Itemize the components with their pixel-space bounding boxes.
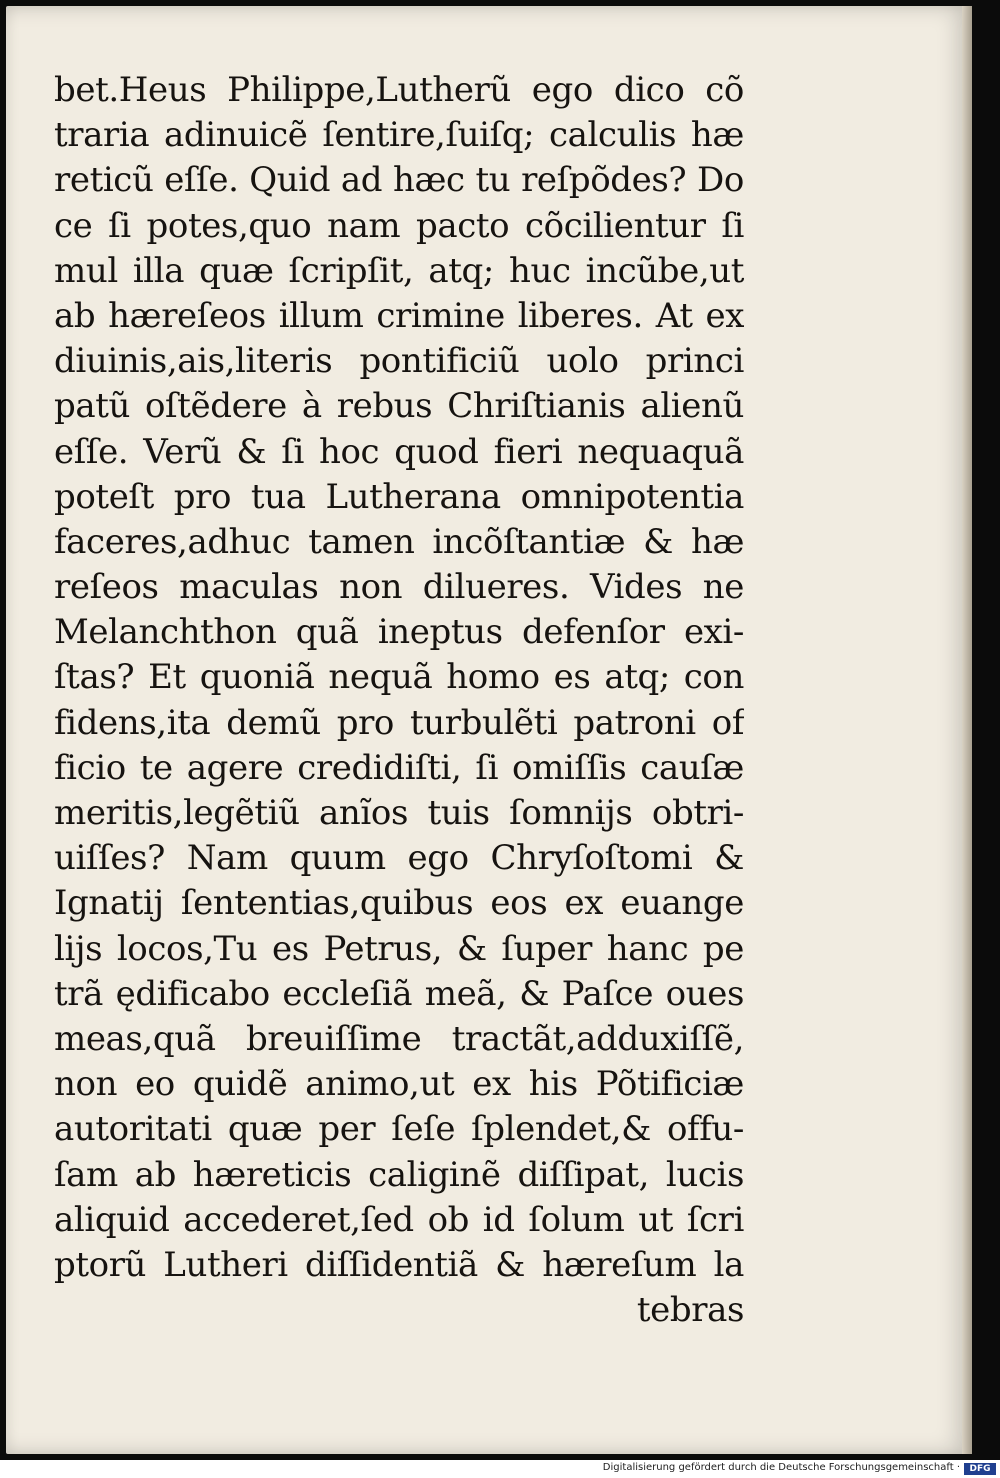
text-line: lijs locos,Tu es Petrus, & ſuper hanc pe xyxy=(54,928,744,969)
text-line: faceres,adhuc tamen incõſtantiæ & hæ xyxy=(54,521,744,562)
text-line: autoritati quæ per ſeſe ſplendet,& offu- xyxy=(54,1109,744,1150)
text-line: ſam ab hæreticis caliginẽ diſſipat, lucis xyxy=(54,1154,744,1195)
text-line: poteſt pro tua Lutherana omnipotentia xyxy=(54,476,744,517)
footer-credit: Digitalisierung gefördert durch die Deutsche Forschungsgemeinschaft · xyxy=(602,1462,960,1473)
text-line: ficio te agere credidiſti, ſi omiſſis cauſæ xyxy=(54,747,744,788)
text-line: reſeos maculas non dilueres. Vides ne xyxy=(54,567,744,608)
body-text xyxy=(54,68,744,1333)
text-line: ce ſi potes,quo nam pacto cõcilientur ſi xyxy=(54,205,744,246)
page-edge-shadow xyxy=(962,6,972,1454)
text-line: ſtas? Et quoniã nequã homo es atq; con xyxy=(54,657,744,698)
text-line: meritis,legẽtiũ anĩos tuis ſomnijs obtri- xyxy=(54,793,744,833)
text-line: mul illa quæ ſcripſit, atq; huc incũbe,ut xyxy=(54,250,744,291)
text-line: trã ędificabo eccleſiã meã, & Paſce oues xyxy=(54,973,744,1014)
digitization-footer xyxy=(0,1460,1000,1478)
text-line: patũ oſtẽdere à rebus Chriſtianis alienũ xyxy=(54,386,744,427)
text-line: reticũ eſſe. Quid ad hæc tu reſpõdes? Do xyxy=(54,160,744,201)
dfg-logo-icon: DFG xyxy=(964,1463,996,1475)
text-line: eſſe. Verũ & ſi hoc quod fieri nequaquã xyxy=(54,431,744,472)
text-line: ab hæreſeos illum crimine liberes. At ex xyxy=(54,295,744,336)
text-line: non eo quidẽ animo,ut ex his Põtificiæ xyxy=(54,1064,744,1105)
text-line: uiſſes? Nam quum ego Chryſoſtomi & xyxy=(54,838,744,879)
text-line: Melanchthon quã ineptus defenſor exi- xyxy=(54,612,744,653)
text-line: fidens,ita demũ pro turbulẽti patroni of xyxy=(54,702,744,743)
text-line: Ignatij ſententias,quibus eos ex euange xyxy=(54,883,744,924)
text-line: meas,quã breuiſſime tractãt,adduxiſſẽ, xyxy=(54,1018,744,1059)
text-line: aliquid accederet,ſed ob id ſolum ut ſcri xyxy=(54,1199,744,1240)
text-line: bet.Heus Philippe,Lutherũ ego dico cõ xyxy=(54,70,744,110)
catchword: tebras xyxy=(636,1290,744,1331)
text-line: diuinis,ais,literis pontificiũ uolo princi xyxy=(54,341,744,382)
book-page xyxy=(6,6,972,1454)
text-line: ptorũ Lutheri diſſidentiã & hæreſum la xyxy=(54,1244,744,1285)
text-line: traria adinuicẽ ſentire,ſuiſq; calculis hæ xyxy=(54,115,744,156)
